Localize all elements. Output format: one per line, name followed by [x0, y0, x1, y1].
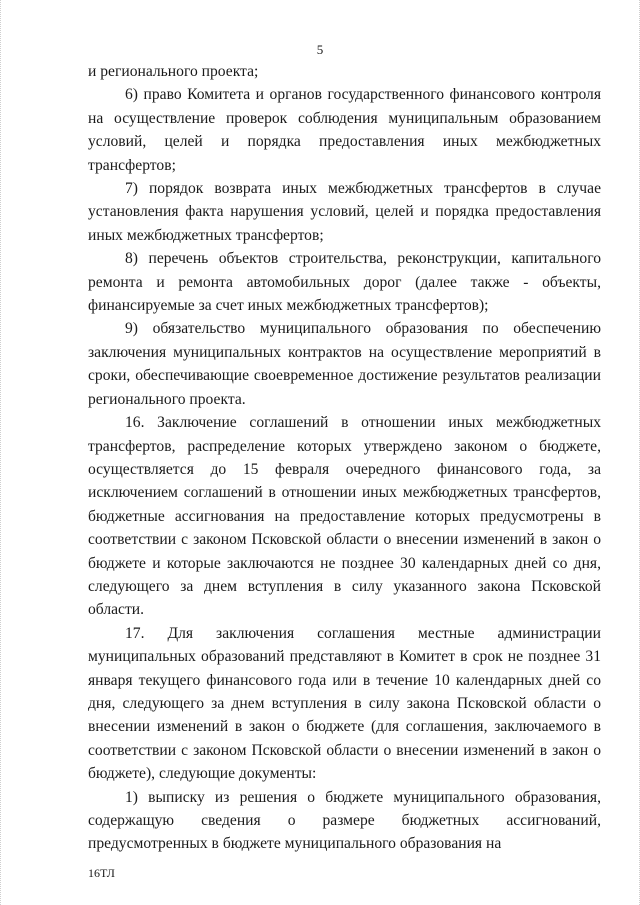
paragraph-section-16: 16. Заключение соглашений в отношении иных межбюджетных трансфертов, распределение которых утверждено законом о бюджете, осуществляется до 15 февраля очередного финансового года, за исключением соглашений в отношении иных межбюджетных трансфертов, бюджетные ассигнования на предоставление которых предусмотрены в соответствии с законом Псковской области о внесении изменений в закон о бюджете и которые заключаются не позднее 30 календарных дней со дня, следующего за днем вступления в силу указанного закона Псковской области.: [88, 414, 601, 619]
paragraph-section-17: 17. Для заключения соглашения местные администрации муниципальных образований представляют в Комитет в срок не позднее 31 января текущего финансового года или в течение 10 календарных дней со дня, следующего за днем вступления в силу закона Псковской области о внесении изменений в закон о бюджете (для соглашения, заключаемого в соответствии с законом Псковской области о внесении изменений в закон о бюджете), следующие документы:: [88, 624, 601, 783]
paragraph-item-8: 8) перечень объектов строительства, реконструкции, капитального ремонта и ремонта автомобильных дорог (далее также - объекты, финансируемые за счет иных межбюджетных трансфертов);: [88, 250, 601, 315]
paragraph-item-9: 9) обязательство муниципального образования по обеспечению заключения муниципальных контрактов на осуществление мероприятий в сроки, обеспечивающие своевременное достижение результатов реализации регионального проекта.: [88, 320, 601, 408]
paragraph-item-6: 6) право Комитета и органов государственного финансового контроля на осуществление проверок соблюдения муниципальным образованием условий, целей и порядка предоставления иных межбюджетных трансфертов;: [88, 86, 601, 174]
footer-code: 16ТЛ: [88, 866, 115, 880]
document-body: [88, 60, 601, 856]
paragraph-continuation: и регионального проекта;: [88, 63, 259, 80]
paragraph-item-7: 7) порядок возврата иных межбюджетных трансфертов в случае установления факта нарушения условий, целей и порядка предоставления иных межбюджетных трансфертов;: [88, 180, 601, 244]
scan-edge-left: [0, 0, 3, 905]
paragraph-item-1: 1) выписку из решения о бюджете муниципального образования, содержащую сведения о размере бюджетных ассигнований, предусмотренных в бюджете муниципального образования на: [88, 788, 601, 853]
page-number: 5: [316, 42, 324, 57]
